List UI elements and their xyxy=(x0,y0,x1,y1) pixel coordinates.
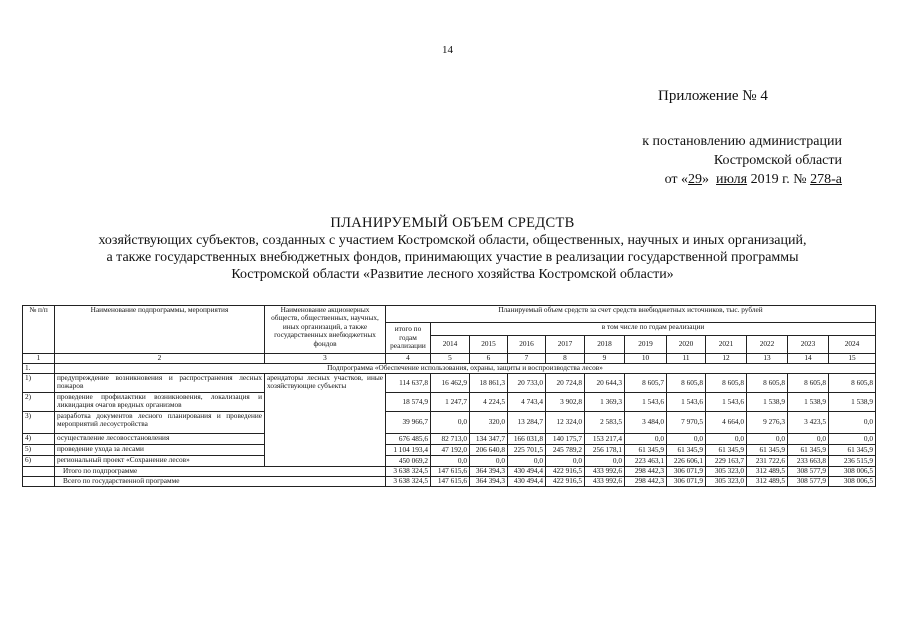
value-cell: 256 178,1 xyxy=(585,445,625,456)
header-by-year: в том числе по годам реализации xyxy=(431,323,876,336)
value-cell: 4 224,5 xyxy=(470,393,508,412)
column-index: 2 xyxy=(55,354,265,364)
value-cell: 364 394,3 xyxy=(470,477,508,487)
value-cell: 7 970,5 xyxy=(667,412,706,434)
value-cell: 0,0 xyxy=(431,412,470,434)
value-cell: 61 345,9 xyxy=(667,445,706,456)
value-cell: 226 606,1 xyxy=(667,456,706,467)
value-cell: 61 345,9 xyxy=(625,445,667,456)
value-cell: 0,0 xyxy=(625,434,667,445)
value-cell: 298 442,3 xyxy=(625,477,667,487)
column-index: 10 xyxy=(625,354,667,364)
value-cell: 0,0 xyxy=(747,434,788,445)
column-index: 4 xyxy=(386,354,431,364)
row-number: 5) xyxy=(23,445,55,456)
value-cell: 312 489,5 xyxy=(747,467,788,477)
value-cell: 305 323,0 xyxy=(706,467,747,477)
value-cell: 236 515,9 xyxy=(829,456,876,467)
value-cell: 140 175,7 xyxy=(546,434,585,445)
value-cell: 312 489,5 xyxy=(747,477,788,487)
value-cell: 3 423,5 xyxy=(788,412,829,434)
value-cell: 225 701,5 xyxy=(508,445,546,456)
value-cell: 308 577,9 xyxy=(788,477,829,487)
value-cell: 18 861,3 xyxy=(470,374,508,393)
value-cell: 223 463,1 xyxy=(625,456,667,467)
value-cell: 3 484,0 xyxy=(625,412,667,434)
value-cell: 13 284,7 xyxy=(508,412,546,434)
value-cell: 8 605,8 xyxy=(829,374,876,393)
value-cell: 422 916,5 xyxy=(546,477,585,487)
decree-month: июля xyxy=(716,172,748,187)
row-name: осуществление лесовосстановления xyxy=(55,434,265,445)
value-cell: 1 247,7 xyxy=(431,393,470,412)
value-cell: 3 638 324,5 xyxy=(386,467,431,477)
table-row xyxy=(23,393,876,412)
value-cell: 364 394,3 xyxy=(470,467,508,477)
subtotal-row-label: Итого по подпрограмме xyxy=(55,467,386,477)
decree-line-1: к постановлению администрации xyxy=(642,134,842,149)
table-row xyxy=(23,434,876,445)
value-cell: 422 916,5 xyxy=(546,467,585,477)
value-cell: 298 442,3 xyxy=(625,467,667,477)
value-cell: 61 345,9 xyxy=(747,445,788,456)
decree-year: 2019 г. № xyxy=(750,172,807,187)
value-cell: 61 345,9 xyxy=(829,445,876,456)
row-number xyxy=(23,467,55,477)
value-cell: 450 069,2 xyxy=(386,456,431,467)
value-cell: 676 485,6 xyxy=(386,434,431,445)
value-cell: 16 462,9 xyxy=(431,374,470,393)
value-cell: 1 543,6 xyxy=(706,393,747,412)
value-cell: 8 605,8 xyxy=(667,374,706,393)
value-cell: 9 276,3 xyxy=(747,412,788,434)
value-cell: 18 574,9 xyxy=(386,393,431,412)
value-cell: 61 345,9 xyxy=(788,445,829,456)
column-index: 11 xyxy=(667,354,706,364)
column-index: 14 xyxy=(788,354,829,364)
row-name: региональный проект «Сохранение лесов» xyxy=(55,456,265,467)
grand-total-row xyxy=(23,477,876,487)
header-planned-volume: Планируемый объем средств за счет средств внебюджетных источников, тыс. рублей xyxy=(386,306,876,323)
column-index: 5 xyxy=(431,354,470,364)
value-cell: 147 615,6 xyxy=(431,477,470,487)
header-year: 2020 xyxy=(667,336,706,354)
header-year: 2018 xyxy=(585,336,625,354)
document-title xyxy=(40,215,865,283)
column-index: 1 xyxy=(23,354,55,364)
value-cell: 8 605,8 xyxy=(788,374,829,393)
value-cell: 2 583,5 xyxy=(585,412,625,434)
value-cell: 8 605,7 xyxy=(625,374,667,393)
column-index: 12 xyxy=(706,354,747,364)
value-cell: 20 733,0 xyxy=(508,374,546,393)
header-number: № п/п xyxy=(23,306,55,354)
row-number: 6) xyxy=(23,456,55,467)
value-cell: 0,0 xyxy=(829,412,876,434)
decree-day: 29 xyxy=(688,172,703,187)
value-cell: 1 369,3 xyxy=(585,393,625,412)
value-cell: 308 006,5 xyxy=(829,467,876,477)
value-cell: 0,0 xyxy=(470,456,508,467)
decree-line-2: Костромской области xyxy=(713,153,842,168)
decree-number: 278-а xyxy=(810,172,842,187)
column-index: 9 xyxy=(585,354,625,364)
row-name: разработка документов лесного планирования и проведение мероприятий лесоустройства xyxy=(55,412,265,434)
value-cell: 114 637,8 xyxy=(386,374,431,393)
value-cell: 4 743,4 xyxy=(508,393,546,412)
row-name: проведение профилактики возникновения, локализация и ликвидация очагов вредных организмов xyxy=(55,393,265,412)
subtotal-row xyxy=(23,467,876,477)
decree-reference xyxy=(612,132,842,189)
value-cell: 433 992,6 xyxy=(585,477,625,487)
value-cell: 134 347,7 xyxy=(470,434,508,445)
table-row xyxy=(23,445,876,456)
value-cell: 8 605,8 xyxy=(706,374,747,393)
header-total: итого по годам реализации xyxy=(386,323,431,354)
subprogram-number: 1. xyxy=(23,364,55,374)
value-cell: 433 992,6 xyxy=(585,467,625,477)
planned-funds-table xyxy=(22,305,876,487)
value-cell: 206 640,8 xyxy=(470,445,508,456)
header-year: 2022 xyxy=(747,336,788,354)
decree-date-line xyxy=(612,170,842,189)
header-name: Наименование подпрограммы, мероприятия xyxy=(55,306,265,354)
row-number: 3) xyxy=(23,412,55,434)
value-cell: 308 577,9 xyxy=(788,467,829,477)
row-number xyxy=(23,477,55,487)
value-cell: 12 324,0 xyxy=(546,412,585,434)
value-cell: 306 071,9 xyxy=(667,477,706,487)
value-cell: 1 543,6 xyxy=(667,393,706,412)
value-cell: 1 538,9 xyxy=(788,393,829,412)
row-name: проведение ухода за лесами xyxy=(55,445,265,456)
value-cell: 82 713,0 xyxy=(431,434,470,445)
value-cell: 1 538,9 xyxy=(829,393,876,412)
value-cell: 1 543,6 xyxy=(625,393,667,412)
page-number: 14 xyxy=(442,44,453,56)
value-cell: 47 192,0 xyxy=(431,445,470,456)
value-cell: 308 006,5 xyxy=(829,477,876,487)
column-index: 13 xyxy=(747,354,788,364)
subprogram-title: Подпрограмма «Обеспечение использования, охраны, защиты и воспроизводства лесов» xyxy=(55,364,876,374)
value-cell: 0,0 xyxy=(585,456,625,467)
column-index: 6 xyxy=(470,354,508,364)
header-year: 2021 xyxy=(706,336,747,354)
value-cell: 245 789,2 xyxy=(546,445,585,456)
value-cell: 61 345,9 xyxy=(706,445,747,456)
value-cell: 229 163,7 xyxy=(706,456,747,467)
value-cell: 4 664,0 xyxy=(706,412,747,434)
participants-cell: арендаторы лесных участков, иные хозяйствующие субъекты xyxy=(265,374,386,467)
table-row xyxy=(23,374,876,393)
value-cell: 1 538,9 xyxy=(747,393,788,412)
row-number: 2) xyxy=(23,393,55,412)
row-number: 1) xyxy=(23,374,55,393)
value-cell: 147 615,6 xyxy=(431,467,470,477)
document-title-line-4: Костромской области «Развитие лесного хозяйства Костромской области» xyxy=(231,267,674,282)
value-cell: 0,0 xyxy=(829,434,876,445)
column-index: 15 xyxy=(829,354,876,364)
document-title-line-3: а также государственных внебюджетных фондов, принимающих участие в реализации государственной программы xyxy=(106,250,799,265)
value-cell: 0,0 xyxy=(508,456,546,467)
value-cell: 0,0 xyxy=(546,456,585,467)
document-title-line-2: хозяйствующих субъектов, созданных с участием Костромской области, общественных, научных и иных организаций, xyxy=(98,233,807,248)
value-cell: 0,0 xyxy=(431,456,470,467)
table-row xyxy=(23,412,876,434)
value-cell: 0,0 xyxy=(667,434,706,445)
header-participants: Наименование акционерных обществ, общественных, научных, иных организаций, а также государственных внебюджетных фондов xyxy=(265,306,386,354)
value-cell: 153 217,4 xyxy=(585,434,625,445)
row-number: 4) xyxy=(23,434,55,445)
table-row xyxy=(23,456,876,467)
value-cell: 20 644,3 xyxy=(585,374,625,393)
row-name: предупреждение возникновения и распространения лесных пожаров xyxy=(55,374,265,393)
value-cell: 3 638 324,5 xyxy=(386,477,431,487)
grand-total-row-label: Всего по государственной программе xyxy=(55,477,386,487)
header-year: 2015 xyxy=(470,336,508,354)
value-cell: 305 323,0 xyxy=(706,477,747,487)
value-cell: 306 071,9 xyxy=(667,467,706,477)
column-index: 8 xyxy=(546,354,585,364)
column-index: 3 xyxy=(265,354,386,364)
value-cell: 430 494,4 xyxy=(508,467,546,477)
value-cell: 233 663,8 xyxy=(788,456,829,467)
header-year: 2023 xyxy=(788,336,829,354)
header-year: 2024 xyxy=(829,336,876,354)
header-year: 2019 xyxy=(625,336,667,354)
decree-from: от « xyxy=(664,172,689,187)
value-cell: 1 104 193,4 xyxy=(386,445,431,456)
value-cell: 0,0 xyxy=(706,434,747,445)
value-cell: 0,0 xyxy=(788,434,829,445)
value-cell: 3 902,8 xyxy=(546,393,585,412)
value-cell: 231 722,6 xyxy=(747,456,788,467)
value-cell: 430 494,4 xyxy=(508,477,546,487)
document-title-main: ПЛАНИРУЕМЫЙ ОБЪЕМ СРЕДСТВ xyxy=(330,215,575,231)
value-cell: 20 724,8 xyxy=(546,374,585,393)
header-year: 2017 xyxy=(546,336,585,354)
header-year: 2016 xyxy=(508,336,546,354)
column-index: 7 xyxy=(508,354,546,364)
header-year: 2014 xyxy=(431,336,470,354)
value-cell: 166 031,8 xyxy=(508,434,546,445)
value-cell: 8 605,8 xyxy=(747,374,788,393)
value-cell: 320,0 xyxy=(470,412,508,434)
appendix-title: Приложение № 4 xyxy=(658,88,768,104)
decree-quote: » xyxy=(702,172,710,187)
value-cell: 39 966,7 xyxy=(386,412,431,434)
